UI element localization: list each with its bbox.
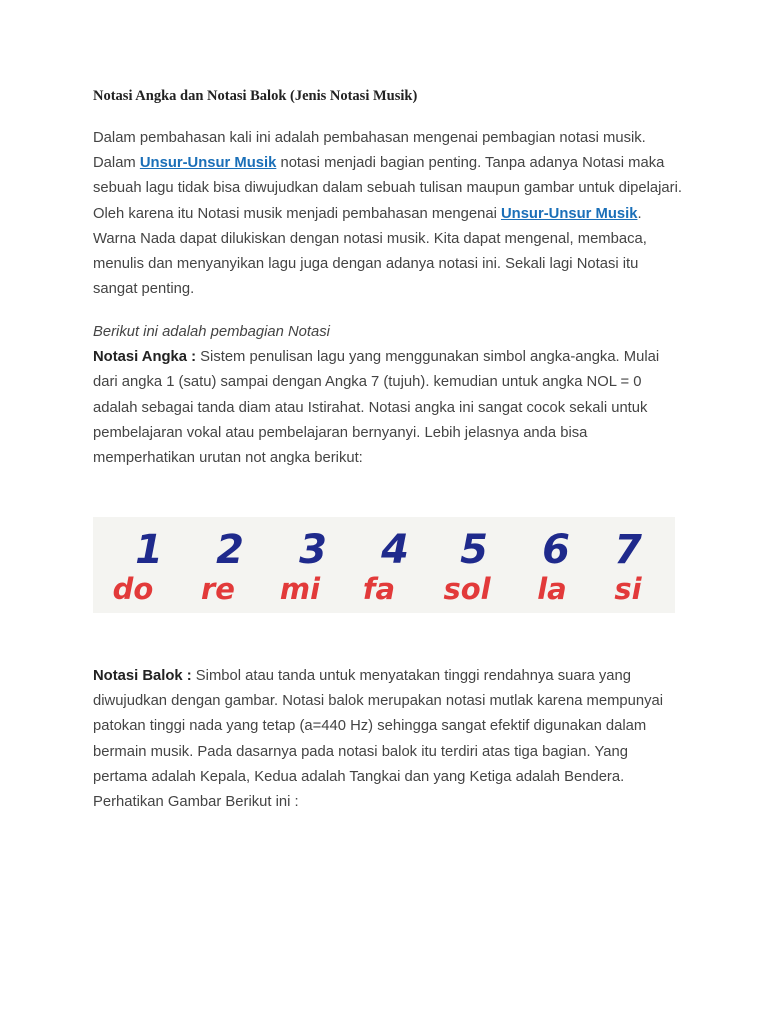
not-angka-image — [93, 517, 675, 613]
syllable-si: si — [614, 572, 642, 606]
unsur-unsur-musik-link-1[interactable]: Unsur-Unsur Musik — [139, 155, 277, 172]
number-5: 5 — [460, 527, 488, 573]
number-6: 6 — [542, 527, 570, 573]
number-4: 4 — [381, 527, 409, 573]
syllable-sol: sol — [443, 572, 491, 606]
notasi-angka-text: Sistem penulisan lagu yang menggunakan simbol angka-angka. Mulai dari angka 1 (satu) sampai dengan Angka 7 (tujuh). kemudian untuk angka NOL = 0 adalah sebagai tanda diam atau Istirahat. Notasi angka ini sangat cocok sekali untuk pembelajaran vokal atau pembelajaran bernyanyi. Lebih jelasnya anda bisa memperhatikan urutan not angka berikut: — [93, 349, 660, 467]
notasi-angka-label: Notasi Angka : — [93, 349, 197, 366]
notasi-balok-label: Notasi Balok : — [93, 668, 192, 684]
not-angka-illustration — [93, 517, 675, 613]
notasi-angka-paragraph — [93, 320, 683, 471]
intro-paragraph — [93, 126, 683, 302]
intro-text-2: notasi menjadi bagian penting. Tanpa adanya Notasi maka sebuah lagu tidak bisa diwujudkan dalam sebuah tulisan maupun gambar untuk dipelajari. Oleh karena itu Notasi musik menjadi pembahasan mengenai — [93, 155, 682, 222]
article-title: Notasi Angka dan Notasi Balok (Jenis Notasi Musik) — [93, 88, 418, 104]
number-7: 7 — [614, 527, 642, 573]
number-3: 3 — [299, 527, 327, 573]
intro-text-1: Dalam pembahasan kali ini adalah pembahasan mengenai pembagian notasi musik. Dalam — [93, 130, 646, 172]
unsur-unsur-musik-link-2[interactable]: Unsur-Unsur Musik — [500, 205, 638, 222]
section-heading: Berikut ini adalah pembagian Notasi — [93, 324, 330, 340]
syllable-do: do — [112, 572, 154, 606]
notasi-balok-paragraph — [93, 664, 683, 815]
syllable-mi: mi — [279, 572, 321, 606]
syllable-fa: fa — [362, 572, 396, 606]
notasi-balok-text: Simbol atau tanda untuk menyatakan tinggi rendahnya suara yang diwujudkan dengan gambar. Notasi balok merupakan notasi mutlak karena mempunyai patokan tinggi nada yang tetap (a=440 Hz) sehingga sangat efektif digunakan dalam bermain musik. Pada dasarnya pada notasi balok itu terdiri atas tiga bagian. Yang pertama adalah Kepala, Kedua adalah Tangkai dan yang Ketiga adalah Bendera. Perhatikan Gambar Berikut ini : — [93, 668, 664, 811]
syllable-la: la — [537, 572, 567, 606]
syllable-re: re — [201, 572, 235, 606]
intro-text-3: . Warna Nada dapat dilukiskan dengan notasi musik. Kita dapat mengenal, membaca, menulis dan menyanyikan lagu juga dengan adanya notasi ini. Sekali lagi Notasi itu sangat penting. — [93, 205, 647, 298]
number-2: 2 — [216, 527, 244, 573]
number-1: 1 — [135, 527, 163, 573]
